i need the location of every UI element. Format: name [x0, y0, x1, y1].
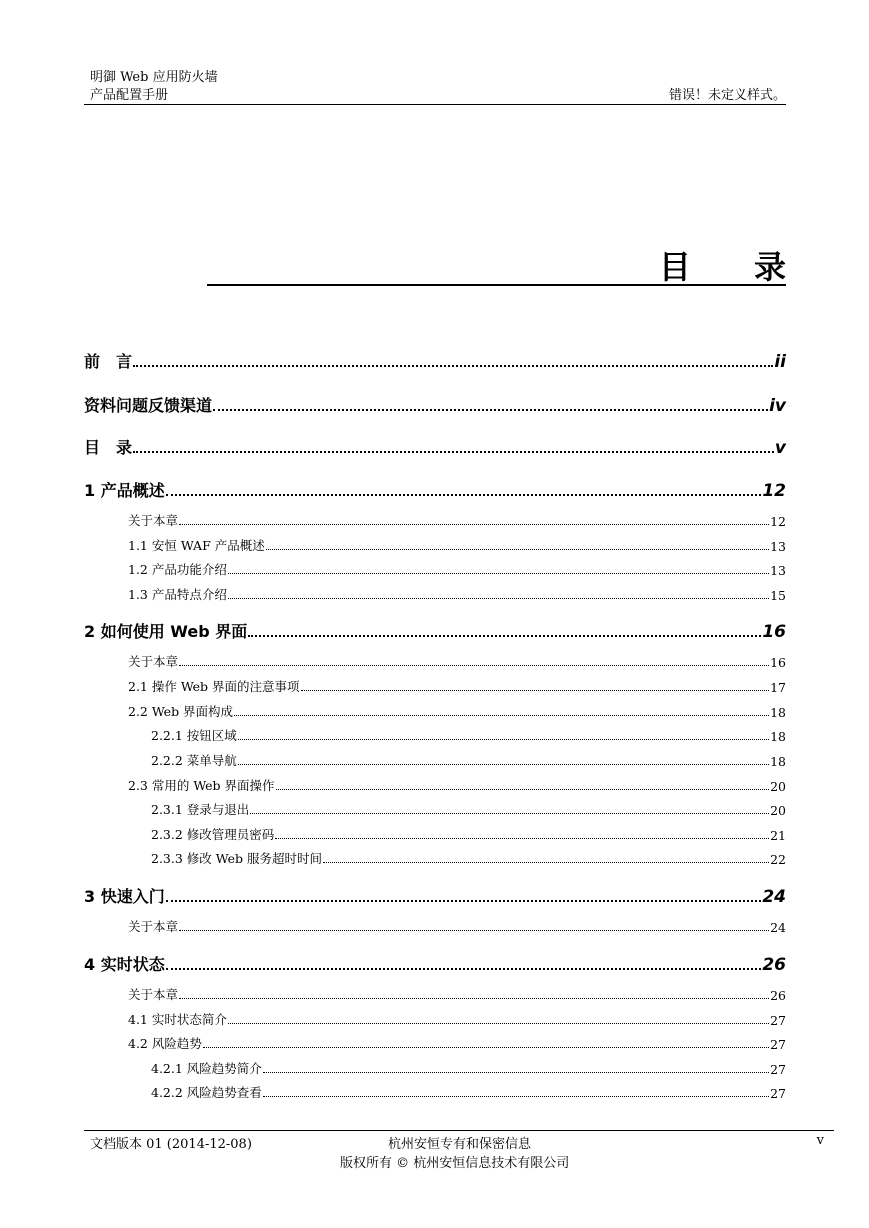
toc-entry[interactable]	[84, 350, 786, 372]
toc-entry[interactable]	[151, 1084, 786, 1101]
toc-entry[interactable]	[128, 918, 786, 935]
toc-entry-label: 1.2 产品功能介绍	[128, 562, 227, 577]
toc-entry-label: 2.3 常用的 Web 界面操作	[128, 778, 275, 793]
toc-entry[interactable]	[128, 512, 786, 529]
toc-entry-page: 26	[770, 988, 786, 1003]
toc-entry-page: 15	[770, 588, 786, 603]
toc-entry-page: 24	[770, 920, 786, 935]
toc-entry-label: 1.3 产品特点介绍	[128, 587, 227, 602]
toc-dot-leader	[238, 738, 769, 740]
header-product-name: 明御 Web 应用防火墙	[90, 70, 218, 85]
toc-entry[interactable]	[151, 801, 786, 818]
toc-entry-page: 13	[770, 563, 786, 578]
toc-dot-leader	[228, 572, 769, 574]
toc-entry-label: 4.2 风险趋势	[128, 1036, 202, 1051]
toc-dot-leader	[250, 812, 769, 814]
toc-entry-label: 4.1 实时状态简介	[128, 1012, 227, 1027]
toc-entry-page: 17	[770, 680, 786, 695]
header-style-error: 错误！未定义样式。	[668, 88, 786, 103]
toc-dot-leader	[179, 523, 769, 525]
toc-entry-page: 27	[770, 1062, 786, 1077]
toc-entry-page: 22	[770, 852, 786, 867]
toc-heading	[207, 240, 812, 286]
toc-dot-leader	[179, 664, 769, 666]
footer-confidential: 杭州安恒专有和保密信息	[388, 1137, 532, 1152]
page-footer	[84, 1130, 834, 1173]
toc-entry-label: 2.2.2 菜单导航	[151, 753, 237, 768]
toc-entry-label: 2.3.1 登录与退出	[151, 802, 250, 817]
toc-entry-label: 1 产品概述	[84, 481, 165, 500]
toc-entry[interactable]	[84, 436, 786, 458]
toc-dot-leader	[228, 1022, 769, 1024]
toc-entry[interactable]	[128, 777, 786, 794]
toc-entry[interactable]	[151, 752, 786, 769]
toc-entry-label: 4.2.1 风险趋势简介	[151, 1061, 262, 1076]
toc-entry[interactable]	[151, 1060, 786, 1077]
toc-entry-label: 2 如何使用 Web 界面	[84, 622, 248, 641]
toc-entry-label: 1.1 安恒 WAF 产品概述	[128, 538, 265, 553]
toc-dot-leader	[276, 788, 770, 790]
toc-dot-leader	[266, 548, 769, 550]
toc-entry-label: 关于本章	[128, 987, 179, 1002]
toc-entry[interactable]	[128, 1011, 786, 1028]
toc-entry[interactable]	[151, 850, 786, 867]
toc-entry[interactable]	[151, 727, 786, 744]
toc-entry-page: iv	[769, 396, 786, 416]
toc-entry-page: 27	[770, 1086, 786, 1101]
toc-entry-label: 2.3.2 修改管理员密码	[151, 827, 275, 842]
toc-entry[interactable]	[128, 986, 786, 1003]
toc-dot-leader	[228, 597, 769, 599]
toc-dot-leader	[263, 1071, 769, 1073]
toc-entry[interactable]	[84, 394, 786, 416]
toc-dot-leader	[133, 450, 774, 453]
toc-entry[interactable]	[151, 826, 786, 843]
page-header	[84, 66, 786, 105]
toc-dot-leader	[166, 967, 762, 970]
toc-entry-page: 21	[770, 828, 786, 843]
toc-entry-page: 18	[770, 754, 786, 769]
toc-entry-label: 目 录	[84, 438, 133, 457]
toc-entry-page: 20	[770, 803, 786, 818]
toc-entry-label: 关于本章	[128, 654, 179, 669]
toc-entry[interactable]	[84, 479, 786, 501]
toc-entry-page: 18	[770, 705, 786, 720]
toc-entry-page: 12	[770, 514, 786, 529]
toc-entry-page: 27	[770, 1037, 786, 1052]
toc-entry[interactable]	[128, 1035, 786, 1052]
toc-entry[interactable]	[84, 885, 786, 907]
toc-entry-page: 18	[770, 729, 786, 744]
toc-entry[interactable]	[84, 953, 786, 975]
toc-entry-label: 2.2.1 按钮区域	[151, 728, 237, 743]
toc-dot-leader	[203, 1046, 769, 1048]
toc-entry-page: 12	[762, 481, 786, 501]
toc-entry-page: 26	[762, 955, 786, 975]
toc-entry-label: 关于本章	[128, 513, 179, 528]
toc-entry[interactable]	[84, 620, 786, 642]
toc-dot-leader	[263, 1095, 769, 1097]
toc-dot-leader	[238, 763, 769, 765]
toc-dot-leader	[133, 364, 773, 367]
toc-dot-leader	[166, 493, 762, 496]
toc-entry-label: 前 言	[84, 352, 133, 371]
header-manual-name: 产品配置手册	[90, 88, 169, 103]
footer-copyright: 版权所有 © 杭州安恒信息技术有限公司	[340, 1156, 570, 1171]
toc-entry-page: 13	[770, 539, 786, 554]
toc-dot-leader	[301, 689, 770, 691]
footer-version: 文档版本 01 (2014-12-08)	[90, 1137, 252, 1152]
toc-heading-text: 目 录	[658, 248, 812, 286]
toc-entry[interactable]	[128, 653, 786, 670]
toc-dot-leader	[248, 634, 761, 637]
toc-entry[interactable]	[128, 678, 786, 695]
toc-dot-leader	[179, 929, 769, 931]
footer-page-number: v	[816, 1133, 824, 1148]
toc-entry-label: 2.2 Web 界面构成	[128, 704, 234, 719]
toc-dot-leader	[179, 997, 769, 999]
toc-dot-leader	[213, 408, 768, 411]
toc-entry-label: 关于本章	[128, 919, 179, 934]
toc-entry-label: 2.3.3 修改 Web 服务超时时间	[151, 851, 322, 866]
toc-entry-label: 4 实时状态	[84, 955, 165, 974]
toc-entry-label: 4.2.2 风险趋势查看	[151, 1085, 262, 1100]
toc-entry-page: 20	[770, 779, 786, 794]
toc-entry-page: v	[774, 438, 786, 458]
toc-entry-label: 资料问题反馈渠道	[84, 396, 213, 415]
toc-entry-page: ii	[774, 352, 786, 372]
toc-entry[interactable]	[128, 586, 786, 603]
toc-entry-page: 16	[762, 622, 786, 642]
toc-dot-leader	[275, 837, 769, 839]
toc-entry[interactable]	[128, 537, 786, 554]
toc-entry-page: 27	[770, 1013, 786, 1028]
toc-dot-leader	[323, 861, 769, 863]
toc-dot-leader	[166, 899, 762, 902]
toc-entry-page: 16	[770, 655, 786, 670]
toc-entry-label: 3 快速入门	[84, 887, 165, 906]
toc-entry[interactable]	[128, 703, 786, 720]
toc-entry[interactable]	[128, 561, 786, 578]
toc-entry-label: 2.1 操作 Web 界面的注意事项	[128, 679, 300, 694]
toc-dot-leader	[234, 714, 769, 716]
toc-entry-page: 24	[762, 887, 786, 907]
